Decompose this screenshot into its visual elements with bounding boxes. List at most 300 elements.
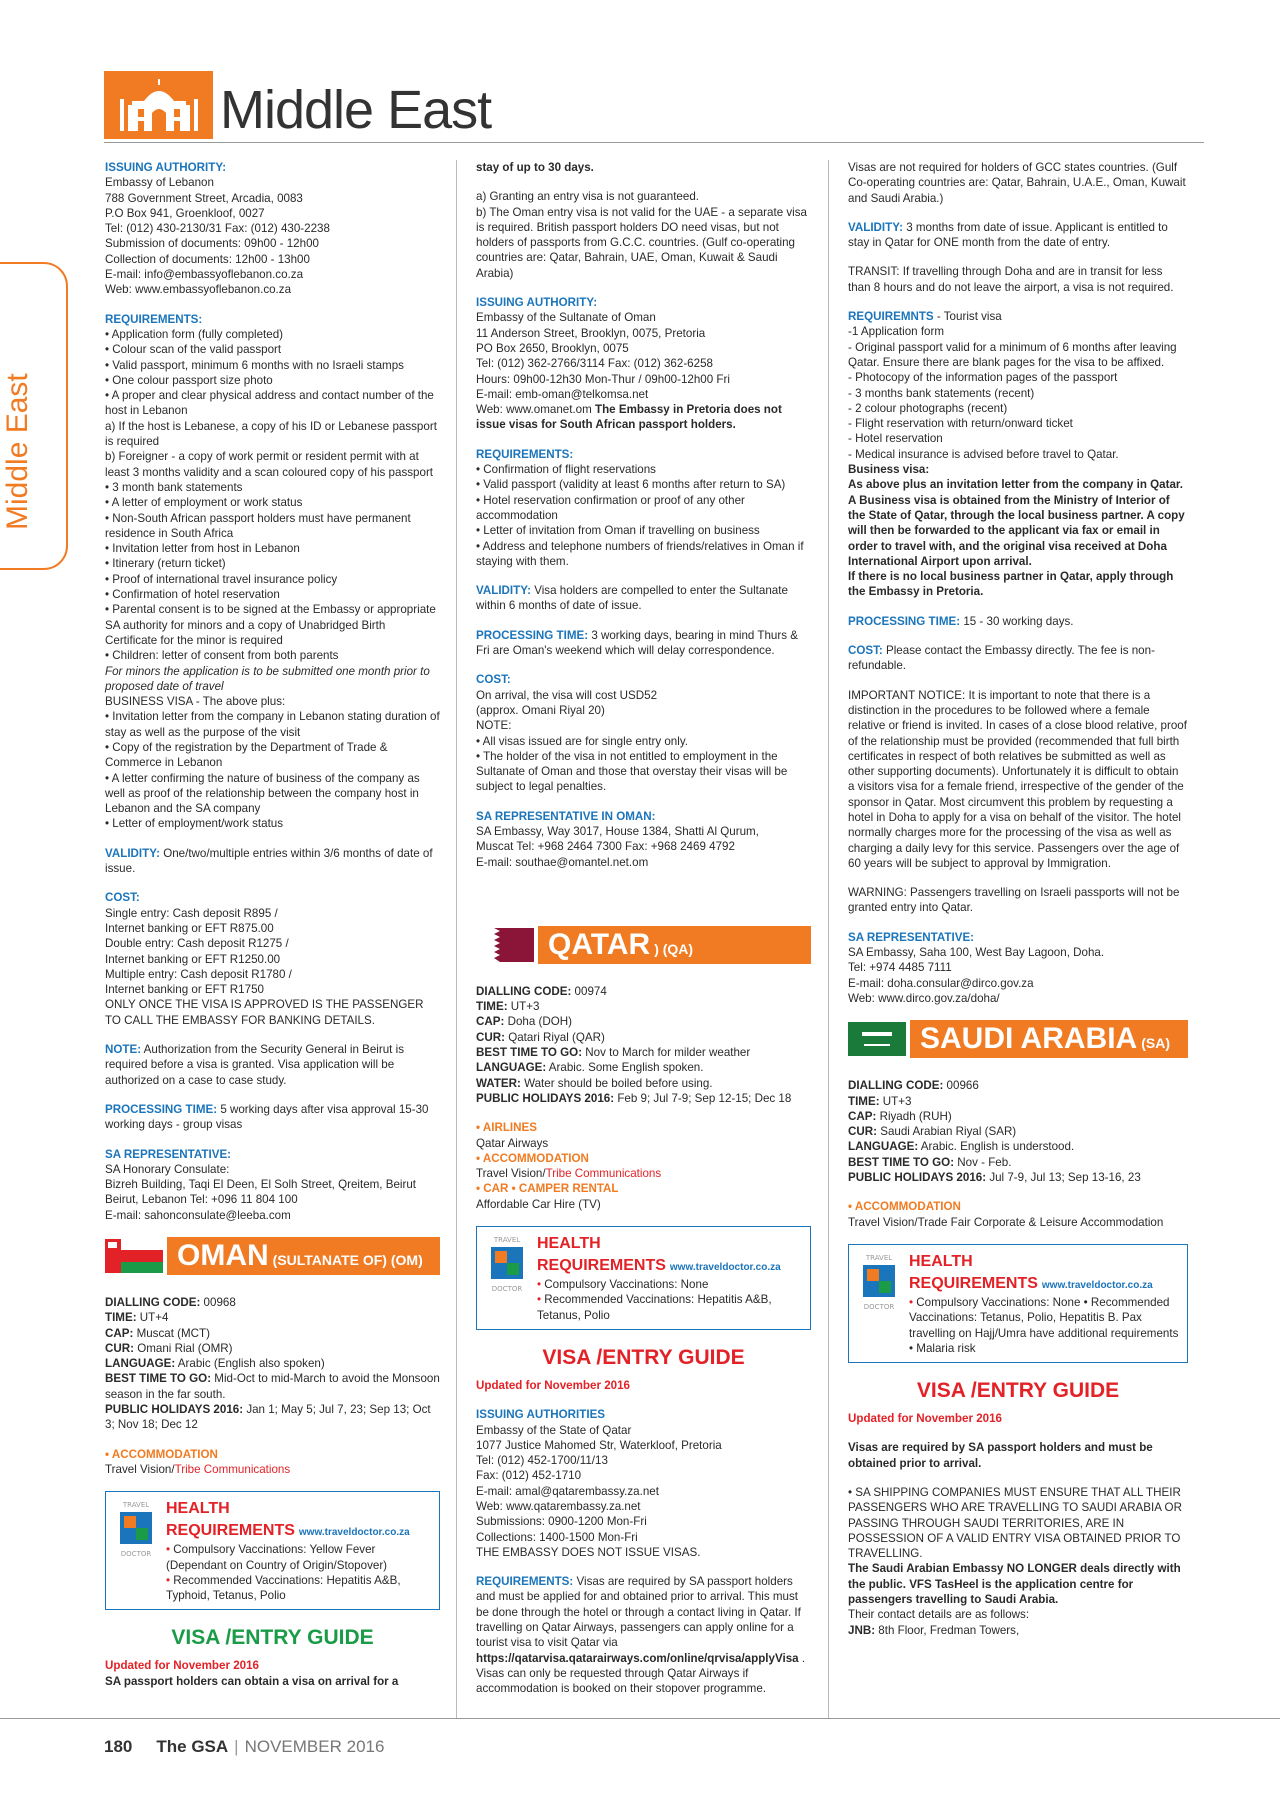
travel-doctor-logo-icon	[114, 1498, 158, 1562]
svg-text:DOCTOR: DOCTOR	[491, 1285, 523, 1294]
qatar-facts	[476, 984, 811, 1106]
list-line: • Non-South African passport holders must have permanent residence in South Africa	[105, 511, 411, 540]
list-line: Embassy of the State of Qatar	[476, 1423, 632, 1437]
qatar-services	[476, 1120, 811, 1212]
list-line: • Copy of the registration by the Department of Trade & Commerce in Lebanon	[105, 740, 388, 770]
car-text: Affordable Car Hire (TV)	[476, 1197, 601, 1211]
fact-row	[476, 984, 811, 999]
list-line: Bizreh Building, Taqi El Deen, El Solh Street, Qreitem, Beirut	[105, 1178, 417, 1192]
health-title: HEALTH REQUIREMENTS	[166, 1500, 295, 1540]
saudi-health-text: • Compulsory Vaccinations: None • Recommended Vaccinations: Tetanus, Polio, Hepatitis B. Pax travelling on Hajj/Umra have additional requirements • Malaria risk	[909, 1295, 1179, 1356]
fact-value: 00974	[571, 984, 607, 998]
list-line: SA Embassy, Way 3017, House 1384, Shatti Al Qurum,	[476, 824, 759, 838]
footer	[104, 1736, 384, 1758]
validity-text: One/two/multiple entries within 3/6 months of date of issue.	[105, 846, 433, 876]
fact-key: DIALLING CODE:	[848, 1079, 944, 1093]
list-line: • Valid passport (validity at least 6 months after return to SA)	[476, 478, 786, 492]
list-line: Collection of documents: 12h00 - 13h00	[105, 252, 310, 266]
qatar-gcc-note: Visas are not required for holders of GCC states countries. (Gulf Co-operating countries are: Qatar, Bahrain, U.A.E., Oman, Kuwait and Saudi Arabia.)	[848, 161, 1186, 205]
page-number: 180	[104, 1737, 133, 1756]
fact-row	[848, 1078, 1188, 1093]
fact-row	[105, 1356, 440, 1371]
fact-row	[476, 1030, 811, 1045]
fact-value: Nov to March for milder weather	[582, 1046, 751, 1060]
list-line: Submissions: 0900-1200 Mon-Fri	[476, 1515, 647, 1529]
req-text-end: . Visas can only be requested through Qatar Airways if accommodation is booked on their stopover programme.	[476, 1651, 806, 1696]
oman-health-list	[166, 1542, 431, 1603]
updated-note: Updated for November 2016	[848, 1412, 1002, 1426]
list-line: a) Granting an entry visa is not guaranteed.	[476, 190, 699, 204]
list-line: - Photocopy of the information pages of the passport	[848, 371, 1118, 385]
list-line: • Proof of international travel insurance policy	[105, 572, 338, 586]
qatar-warning: WARNING: Passengers travelling on Israeli passports will not be granted entry into Qatar.	[848, 886, 1180, 915]
section-heading: REQUIREMNTS	[848, 310, 934, 324]
saudi-facts	[848, 1078, 1188, 1185]
list-line: As above plus an invitation letter from the company in Qatar.	[848, 478, 1184, 492]
oman-web-note: The Embassy in Pretoria does not issue visas for South African passport holders.	[476, 403, 782, 432]
section-heading: REQUIREMENTS:	[105, 312, 203, 326]
list-line: • Compulsory Vaccinations: Yellow Fever (Dependant on Country of Origin/Stopover)	[166, 1542, 431, 1573]
fact-key: TIME:	[476, 1000, 508, 1014]
qatar-notice: IMPORTANT NOTICE: It is important to note that there is a distinction in the procedures to be followed where a female relative or friend is invited. In cases of a close blood relative, proof of the relationship must be provided (recommended that full birth certificates in respect of both relatives be submitted as well as other supporting documents). Unfortunately it is difficult to obtain a visitors visa for a female friend, irrespective of the gender of the sponsor in Qatar. Most circumvent this problem by requesting a hotel in Doha to apply for a visa on behalf of the visitor. The hotel normally charges more for the processing of the visa as well as charging a daily levy for this service. Passengers over the age of 60 years will be subject to approval by Immigration.	[848, 688, 1187, 870]
section-heading: COST:	[848, 644, 883, 658]
taj-mahal-icon	[114, 79, 204, 133]
visa-guide-heading: VISA /ENTRY GUIDE	[171, 1626, 374, 1650]
fact-key: CAP:	[848, 1109, 877, 1123]
lebanon-processing	[105, 1102, 440, 1133]
section-heading: • ACCOMMODATION	[476, 1151, 589, 1165]
list-line: - 2 colour photographs (recent)	[848, 401, 1008, 415]
saudi-contact-intro: Their contact details are as follows:	[848, 1608, 1030, 1622]
column-divider	[456, 160, 457, 1718]
cost-text: Please contact the Embassy directly. The fee is non-refundable.	[848, 644, 1155, 673]
column-divider	[828, 160, 829, 1718]
list-line: b) Foreigner - a copy of work permit or resident permit with at least 3 months validity and a scan coloured copy of his passport	[105, 450, 434, 479]
list-line: Fax: (012) 452-1710	[476, 1469, 582, 1483]
list-line: Tel: +974 4485 7111	[848, 961, 952, 975]
fact-row	[848, 1155, 1188, 1170]
qatar-health-box	[476, 1226, 811, 1330]
saudi-intro: Visas are required by SA passport holders and must be obtained prior to arrival.	[848, 1441, 1153, 1470]
list-line: a) If the host is Lebanese, a copy of his ID or Lebanese passport is required	[105, 419, 437, 449]
health-url[interactable]: www.traveldoctor.co.za	[669, 1262, 781, 1274]
health-title: HEALTH REQUIREMENTS	[537, 1235, 666, 1275]
jnb-address: 8th Floor, Fredman Towers,	[875, 1623, 1020, 1637]
airline-text: Qatar Airways	[476, 1136, 549, 1150]
section-heading: VALIDITY:	[848, 220, 903, 234]
list-line: P.O Box 941, Groenkloof, 0027	[105, 206, 265, 220]
list-line: 788 Government Street, Arcadia, 0083	[105, 191, 303, 205]
list-line: b) The Oman entry visa is not valid for the UAE - a separate visa is required. British passport holders DO need visas, but not holders of passports from G.C.C. countries. (Gulf co-operating countries are: Qatar, Bahrain, UAE, Oman, Kuwait & Saudi Arabia)	[476, 205, 807, 280]
list-line: E-mail: emb-oman@telkomsa.net	[476, 387, 649, 401]
list-line: • All visas issued are for single entry only.	[476, 734, 688, 748]
list-line: Web: www.embassyoflebanon.co.za	[105, 283, 292, 297]
list-line: • Recommended Vaccinations: Hepatitis A&B, Typhoid, Tetanus, Polio	[166, 1573, 431, 1604]
fact-key: TIME:	[105, 1311, 137, 1325]
oman-validity	[476, 583, 811, 614]
fact-value: Water should be boiled before using.	[520, 1076, 713, 1090]
lebanon-issuing-lines	[105, 175, 440, 297]
oman-accommodation	[105, 1447, 440, 1478]
list-line: NOTE:	[476, 719, 512, 733]
list-line: Tel: (012) 430-2130/31 Fax: (012) 430-2238	[105, 222, 330, 236]
header-divider	[104, 142, 1204, 143]
oman-representative	[476, 809, 811, 870]
fact-value: Jul 7-9, Jul 13; Sep 13-16, 23	[986, 1171, 1141, 1185]
qatar-cost	[848, 643, 1188, 674]
list-line: E-mail: info@embassyoflebanon.co.za	[105, 268, 304, 282]
section-heading: SA REPRESENTATIVE IN OMAN:	[476, 809, 656, 823]
oman-requirements	[476, 447, 811, 569]
oman-title-bar	[167, 1237, 440, 1275]
section-heading: PROCESSING TIME:	[476, 628, 589, 642]
health-url[interactable]: www.traveldoctor.co.za	[298, 1527, 410, 1539]
lebanon-requirements	[105, 312, 440, 832]
list-line: Collections: 1400-1500 Mon-Fri	[476, 1530, 638, 1544]
section-heading: PROCESSING TIME:	[105, 1102, 218, 1116]
saudi-flag-icon	[848, 1022, 906, 1056]
oman-notes	[476, 189, 811, 281]
fact-key: LANGUAGE:	[105, 1357, 176, 1371]
oman-issuing-list	[476, 310, 811, 402]
req-type: - Tourist visa	[933, 310, 1002, 324]
oman-cost-list	[476, 688, 811, 795]
list-line: Internet banking or EFT R875.00	[105, 921, 274, 935]
list-line: • Letter of employment/work status	[105, 817, 284, 831]
list-line: - Medical insurance is advised before travel to Qatar.	[848, 447, 1119, 461]
oman-flag-icon	[105, 1239, 163, 1273]
country-code: (SULTANATE OF) (OM)	[272, 1252, 423, 1268]
section-heading: • AIRLINES	[476, 1121, 537, 1135]
list-line: If there is no local business partner in Qatar, apply through the Embassy in Pretoria.	[848, 570, 1174, 599]
lebanon-business-list	[105, 694, 440, 832]
header-logo-box	[104, 71, 213, 139]
list-line: • Application form (fully completed)	[105, 327, 284, 341]
column-2	[476, 160, 811, 1697]
fact-key: DIALLING CODE:	[105, 1296, 201, 1309]
list-line: • One colour passport size photo	[105, 373, 273, 387]
svg-text:DOCTOR: DOCTOR	[863, 1302, 895, 1311]
accom-text: Travel Vision/	[476, 1167, 546, 1181]
travel-doctor-logo-icon	[485, 1233, 529, 1297]
fact-value: UT+4	[136, 1311, 169, 1325]
fact-value: Riyadh (RUH)	[876, 1109, 952, 1123]
fact-value: Mid-Oct to mid-March to avoid the Monsoon season in the far south.	[105, 1372, 440, 1401]
country-code: (SA)	[1141, 1035, 1171, 1052]
section-heading: REQUIREMENTS:	[476, 447, 574, 461]
section-heading: PROCESSING TIME:	[848, 614, 961, 628]
magazine-name: The GSA	[156, 1737, 229, 1756]
qatar-validity	[848, 220, 1188, 251]
fact-row	[105, 1341, 440, 1356]
fact-row	[105, 1402, 440, 1433]
section-heading: VALIDITY:	[105, 846, 160, 860]
saudi-title-bar	[910, 1020, 1188, 1058]
fact-value: Qatari Riyal (QAR)	[504, 1030, 605, 1044]
list-line: 1077 Justice Mahomed Str, Waterkloof, Pretoria	[476, 1438, 722, 1452]
req-text: Visas are required by SA passport holders and must be applied for and obtained prior to arrival. This must be done through the hotel or through a contact living in Qatar. If travelling on Qatar Airways, passengers can apply online for a tourist visa to visit Qatar via	[476, 1575, 801, 1650]
fact-value: Doha (DOH)	[504, 1015, 572, 1029]
list-line: Multiple entry: Cash deposit R1780 /	[105, 967, 292, 981]
list-line: Single entry: Cash deposit R895 /	[105, 906, 278, 920]
section-heading: NOTE:	[105, 1043, 142, 1057]
list-line: • Hotel reservation confirmation or proof of any other accommodation	[476, 493, 745, 522]
list-line: Internet banking or EFT R1250.00	[105, 952, 281, 966]
qatar-rep-list	[848, 945, 1188, 1006]
list-line: Hours: 09h00-12h30 Mon-Thur / 09h00-12h00 Fri	[476, 372, 730, 386]
oman-web: Web: www.omanet.om	[476, 403, 595, 417]
fact-row	[105, 1371, 440, 1402]
fact-value: Omani Rial (OMR)	[133, 1341, 233, 1355]
qatar-health-list	[537, 1277, 802, 1323]
list-line: • Invitation letter from the company in Lebanon stating duration of stay as well as the purpose of the visit	[105, 710, 440, 739]
list-line: E-mail: southae@omantel.net.om	[476, 855, 649, 869]
lebanon-note	[105, 1042, 440, 1088]
fact-key: PUBLIC HOLIDAYS 2016:	[105, 1403, 244, 1417]
fact-value: Feb 9; Jul 7-9; Sep 12-15; Dec 18	[614, 1091, 792, 1105]
processing-text: 15 - 30 working days.	[960, 614, 1074, 628]
qatar-business-list	[848, 462, 1188, 600]
fact-value: Muscat (MCT)	[133, 1326, 210, 1340]
health-url[interactable]: www.traveldoctor.co.za	[1041, 1279, 1153, 1291]
column-3	[848, 160, 1188, 1638]
fact-value: Arabic. English is understood.	[918, 1140, 1075, 1154]
list-line: Double entry: Cash deposit R1275 /	[105, 937, 289, 951]
qatar-issuing	[476, 1407, 811, 1560]
list-line: Internet banking or EFT R1750	[105, 983, 264, 997]
visa-guide-heading: VISA /ENTRY GUIDE	[916, 1379, 1120, 1403]
list-line: Web: www.qatarembassy.za.net	[476, 1500, 641, 1513]
oman-req-list	[476, 462, 811, 569]
fact-key: TIME:	[848, 1094, 880, 1108]
list-line: Tel: (012) 452-1700/11/13	[476, 1454, 608, 1468]
fact-row	[476, 1091, 811, 1106]
svg-text:TRAVEL: TRAVEL	[122, 1501, 150, 1510]
list-line: • Letter of invitation from Oman if travelling on business	[476, 524, 760, 538]
list-line: A Business visa is obtained from the Ministry of Interior of the State of Qatar, through the local business partner. A copy will then be forwarded to the applicant via fax or email in order to travel with, and the original visa received at Doha International Airport upon arrival.	[848, 493, 1185, 568]
lebanon-minor-note: For minors the application is to be submitted one month prior to proposed date of travel	[105, 664, 430, 693]
fact-key: CUR:	[105, 1341, 134, 1355]
fact-key: PUBLIC HOLIDAYS 2016:	[848, 1171, 987, 1185]
accom-text: Travel Vision/Trade Fair Corporate & Leisure Accommodation	[848, 1215, 1164, 1229]
validity-text: Visa holders are compelled to enter the Sultanate within 6 months of date of issue.	[476, 584, 788, 613]
section-heading: ISSUING AUTHORITIES	[476, 1408, 606, 1422]
svg-text:TRAVEL: TRAVEL	[493, 1236, 521, 1245]
lebanon-req-list	[105, 327, 440, 664]
lebanon-cost-list	[105, 906, 440, 1028]
visa-guide-heading: VISA /ENTRY GUIDE	[542, 1345, 745, 1369]
fact-value: Nov - Feb.	[954, 1155, 1012, 1169]
fact-value: Arabic. Some English spoken.	[546, 1061, 704, 1075]
list-line: -1 Application form	[848, 325, 945, 339]
fact-row	[105, 1295, 440, 1310]
list-line: • Address and telephone numbers of friends/relatives in Oman if staying with them.	[476, 539, 804, 568]
country-name: OMAN	[177, 1239, 269, 1272]
fact-key: DIALLING CODE:	[476, 984, 572, 998]
fact-key: CUR:	[476, 1030, 505, 1044]
footer-separator: |	[234, 1737, 239, 1756]
qatar-processing	[848, 614, 1188, 629]
fact-row	[848, 1170, 1188, 1185]
list-line: Embassy of the Sultanate of Oman	[476, 311, 656, 325]
section-heading: • ACCOMMODATION	[848, 1200, 961, 1214]
travel-doctor-logo-icon	[857, 1251, 901, 1315]
processing-text: 5 working days after visa approval 15-30 working days - group visas	[105, 1102, 429, 1132]
list-line: BUSINESS VISA - The above plus:	[105, 695, 286, 709]
list-line: Tel: (012) 362-2766/3114 Fax: (012) 362-6258	[476, 357, 713, 371]
oman-facts	[105, 1295, 440, 1433]
oman-processing	[476, 628, 811, 659]
fact-key: CAP:	[476, 1015, 505, 1029]
list-line: E-mail: doha.consular@dirco.gov.za	[848, 976, 1034, 990]
validity-text: 3 months from date of issue. Applicant is entitled to stay in Qatar for ONE month from the date of entry.	[848, 220, 1168, 250]
note-text: Authorization from the Security General in Beirut is required before a visa is granted. Visa application will be authorized on a case to case study.	[105, 1043, 404, 1087]
country-code: ) (QA)	[654, 940, 694, 957]
page-title: Middle East	[220, 80, 492, 140]
fact-row	[476, 1076, 811, 1091]
list-line: • Recommended Vaccinations: Hepatitis A&B, Tetanus, Polio	[537, 1292, 802, 1323]
list-line: • The holder of the visa in not entitled to employment in the Sultanate of Oman and those that overstay their visas will be subject to legal penalties.	[476, 749, 788, 794]
list-line: • A proper and clear physical address and contact number of the host in Lebanon	[105, 389, 434, 418]
list-line: E-mail: sahonconsulate@leeba.com	[105, 1208, 291, 1222]
oman-intro: SA passport holders can obtain a visa on arrival for a	[105, 1674, 399, 1688]
section-heading: SA REPRESENTATIVE:	[848, 930, 975, 944]
qatar-banner	[476, 926, 811, 964]
fact-row	[476, 1045, 811, 1060]
lebanon-rep-list	[105, 1162, 440, 1223]
qatar-title-bar	[538, 926, 811, 964]
list-line: - 3 months bank statements (recent)	[848, 386, 1035, 400]
list-line: Beirut, Lebanon Tel: +096 11 804 100	[105, 1193, 298, 1207]
oman-cost	[476, 672, 811, 794]
list-line: 11 Anderson Street, Brooklyn, 0075, Pretoria	[476, 326, 706, 340]
list-line: • Parental consent is to be signed at the Embassy or appropriate SA authority for minors and a copy of Unabridged Birth Certificate for the minor is required	[105, 603, 436, 647]
qatar-transit: TRANSIT: If travelling through Doha and are in transit for less than 8 hours and do not leave the airport, a visa is not required.	[848, 265, 1174, 294]
qatar-flag-icon	[476, 928, 534, 962]
updated-note: Updated for November 2016	[476, 1378, 630, 1392]
list-line: • Colour scan of the valid passport	[105, 343, 282, 357]
section-heading: • CAR • CAMPER RENTAL	[476, 1182, 619, 1196]
qatar-representative	[848, 930, 1188, 1006]
lebanon-representative	[105, 1147, 440, 1223]
fact-key: LANGUAGE:	[848, 1140, 919, 1154]
svg-text:TRAVEL: TRAVEL	[865, 1253, 893, 1262]
fact-row	[848, 1109, 1188, 1124]
health-title: HEALTH REQUIREMENTS	[909, 1252, 1038, 1292]
accom-link[interactable]: Tribe Communications	[545, 1167, 662, 1181]
section-heading: ISSUING AUTHORITY:	[476, 296, 598, 310]
lebanon-cost	[105, 890, 440, 1028]
saudi-accommodation	[848, 1199, 1188, 1230]
section-heading: REQUIREMENTS:	[476, 1575, 574, 1589]
country-name: QATAR	[548, 927, 651, 961]
fact-value: 00966	[943, 1079, 979, 1093]
qatar-req2-list	[848, 324, 1188, 462]
oman-health-box	[105, 1491, 440, 1610]
list-line: • A letter of employment or work status	[105, 496, 303, 510]
saudi-health-box	[848, 1244, 1188, 1363]
accom-link[interactable]: Tribe Communications	[174, 1462, 291, 1476]
fact-row	[476, 1060, 811, 1075]
column-1	[105, 160, 440, 1689]
saudi-shipping-note: • SA SHIPPING COMPANIES MUST ENSURE THAT ALL THEIR PASSENGERS WHO ARE TRAVELLING TO SAUDI ARABIA OR PASSING THROUGH SAUDI TERRITORIES, ARE IN POSSESSION OF A VALID ENTRY VISA OBTAINED PRIOR TO TRAVELLING.	[848, 1486, 1182, 1561]
qatar-issuing-list	[476, 1423, 811, 1561]
fact-value: Saudi Arabian Riyal (SAR)	[876, 1125, 1017, 1139]
list-line: • A letter confirming the nature of business of the company as well as proof of the relationship between the company host in Lebanon and the SA company	[105, 771, 420, 816]
qatar-visa-link[interactable]: https://qatarvisa.qatarairways.com/online/qrvisa/applyVisa	[476, 1651, 799, 1665]
processing-text: 3 working days, bearing in mind Thurs & Fri are Oman's weekend which will delay correspondence.	[476, 628, 798, 658]
fact-key: PUBLIC HOLIDAYS 2016:	[476, 1091, 615, 1105]
svg-text:DOCTOR: DOCTOR	[120, 1550, 152, 1559]
list-line: Muscat Tel: +968 2464 7300 Fax: +968 2469 4792	[476, 840, 735, 854]
list-line: SA Embassy, Saha 100, West Bay Lagoon, Doha.	[848, 946, 1105, 960]
fact-key: CAP:	[105, 1326, 134, 1340]
fact-key: CUR:	[848, 1125, 877, 1139]
list-line: - Hotel reservation	[848, 432, 943, 446]
fact-row	[848, 1139, 1188, 1154]
accom-text: Travel Vision/	[105, 1462, 175, 1476]
list-line: PO Box 2650, Brooklyn, 0075	[476, 341, 629, 355]
list-line: • 3 month bank statements	[105, 480, 243, 494]
list-line: • Confirmation of flight reservations	[476, 463, 656, 477]
list-line: - Original passport valid for a minimum of 6 months after leaving Qatar. Ensure there are blank pages for the visa to be affixed.	[848, 340, 1177, 369]
side-tab-label: Middle East	[1, 373, 34, 530]
fact-key: BEST TIME TO GO:	[848, 1155, 955, 1169]
list-line: • Invitation letter from host in Lebanon	[105, 542, 300, 556]
saudi-banner	[848, 1020, 1188, 1058]
lebanon-validity	[105, 846, 440, 877]
section-heading: SA REPRESENTATIVE:	[105, 1147, 232, 1161]
fact-value: UT+3	[879, 1094, 912, 1108]
lebanon-issuing	[105, 160, 440, 298]
fact-key: LANGUAGE:	[476, 1061, 547, 1075]
list-line: - Flight reservation with return/onward ticket	[848, 417, 1073, 431]
saudi-jnb	[848, 1623, 1188, 1638]
fact-row	[105, 1310, 440, 1325]
section-heading: COST:	[105, 891, 140, 905]
list-line: • Confirmation of hotel reservation	[105, 588, 280, 602]
oman-issuing	[476, 295, 811, 433]
oman-rep-list	[476, 824, 811, 870]
list-line: Web: www.dirco.gov.za/doha/	[848, 991, 1000, 1005]
list-line: • Compulsory Vaccinations: None	[537, 1277, 802, 1292]
fact-value: 00968	[200, 1296, 236, 1309]
issue-date: NOVEMBER 2016	[244, 1737, 385, 1756]
list-line: • Itinerary (return ticket)	[105, 557, 226, 571]
list-line: ONLY ONCE THE VISA IS APPROVED IS THE PASSENGER TO CALL THE EMBASSY FOR BANKING DETAILS.	[105, 998, 424, 1027]
saudi-embassy-note: The Saudi Arabian Embassy NO LONGER deals directly with the public. VFS TasHeel is the application centre for passengers travelling to Saudi Arabia.	[848, 1562, 1181, 1607]
updated-note: Updated for November 2016	[105, 1659, 259, 1673]
section-heading: ISSUING AUTHORITY:	[105, 161, 227, 174]
oman-banner	[105, 1237, 440, 1275]
list-line: Embassy of Lebanon	[105, 176, 214, 190]
list-line: Business visa:	[848, 463, 930, 477]
list-line: THE EMBASSY DOES NOT ISSUE VISAS.	[476, 1545, 701, 1559]
fact-row	[105, 1326, 440, 1341]
list-line: • Children: letter of consent from both parents	[105, 649, 339, 663]
list-line: E-mail: amal@qatarembassy.za.net	[476, 1484, 659, 1498]
fact-row	[476, 999, 811, 1014]
fact-value: Arabic (English also spoken)	[175, 1357, 325, 1371]
list-line: On arrival, the visa will cost USD52	[476, 688, 658, 702]
section-heading: COST:	[476, 673, 511, 687]
list-line: SA Honorary Consulate:	[105, 1162, 230, 1176]
country-name: SAUDI ARABIA	[920, 1022, 1138, 1056]
list-line: Submission of documents: 09h00 - 12h00	[105, 237, 319, 251]
section-heading: • ACCOMMODATION	[105, 1447, 218, 1461]
fact-value: UT+3	[507, 1000, 540, 1014]
qatar-tourist-requirements	[848, 309, 1188, 600]
